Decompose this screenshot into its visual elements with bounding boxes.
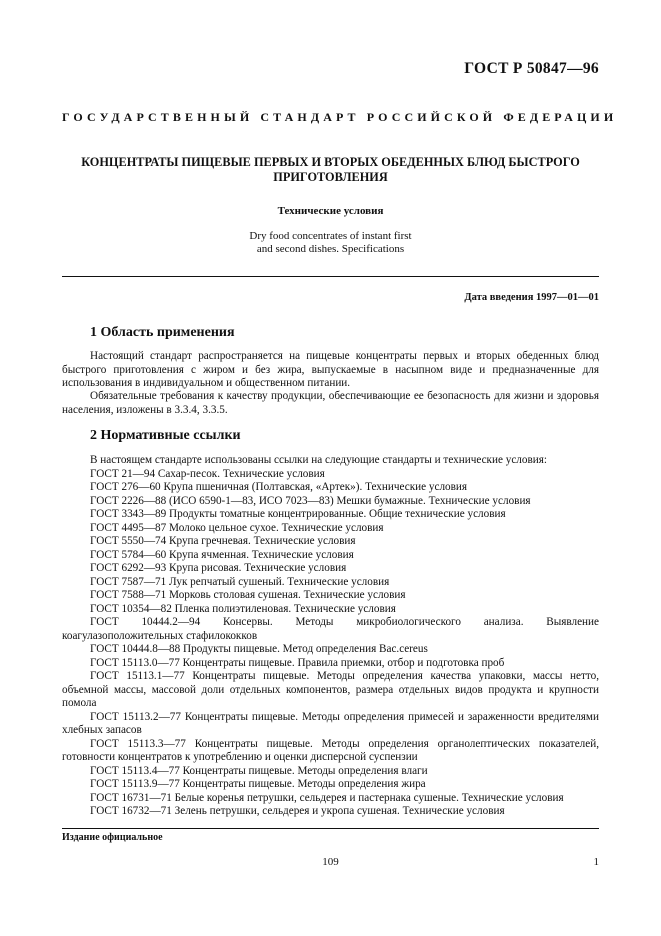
english-title-line: Dry food concentrates of instant first <box>249 230 412 242</box>
reference-item: ГОСТ 10354—82 Пленка полиэтиленовая. Технические условия <box>90 602 396 615</box>
edition-label: Издание официальное <box>62 832 163 843</box>
document-title: КОНЦЕНТРАТЫ ПИЩЕВЫЕ ПЕРВЫХ И ВТОРЫХ ОБЕДЕННЫХ БЛЮД БЫСТРОГО ПРИГОТОВЛЕНИЯ <box>81 155 580 184</box>
reference-intro: В настоящем стандарте использованы ссылки на следующие стандарты и технические условия: <box>90 454 547 466</box>
reference-item: ГОСТ 21—94 Сахар-песок. Технические условия <box>90 467 325 480</box>
document-subtitle: Технические условия <box>277 205 384 217</box>
section-heading-scope: 1 Область применения <box>90 325 235 340</box>
reference-item: ГОСТ 10444.2—94 Консервы. Методы микробиологического анализа. Выявление коагулазоположительных стафилококков <box>62 616 599 642</box>
section-heading-references: 2 Нормативные ссылки <box>90 428 241 443</box>
scope-paragraph: Обязательные требования к качеству продукции, обеспечивающие ее безопасность для жизни и здоровья населения, изложены в 3.3.4, 3.3.5. <box>62 390 599 416</box>
header-divider <box>62 276 599 277</box>
reference-item: ГОСТ 15113.3—77 Концентраты пищевые. Методы определения органолептических показателей, готовности концентратов к употреблению и оценки дисперсной суспензии <box>62 737 599 763</box>
scope-paragraph: Настоящий стандарт распространяется на пищевые концентраты первых и вторых обеденных блюд быстрого приготовления с жиром и без жира, выпускаемые в насыпном виде и предназначенные для использования в индивидуальном и общественном питании. <box>62 350 599 389</box>
reference-item: ГОСТ 7588—71 Морковь столовая сушеная. Технические условия <box>90 589 406 601</box>
reference-item: ГОСТ 15113.0—77 Концентраты пищевые. Правила приемки, отбор и подготовка проб <box>90 656 505 669</box>
english-title-line: and second dishes. Specifications <box>256 243 405 255</box>
introduction-date: Дата введения 1997—01—01 <box>464 292 599 303</box>
reference-item: ГОСТ 15113.2—77 Концентраты пищевые. Методы определения примесей и зараженности вредителями хлебных запасов <box>62 710 599 736</box>
reference-item: ГОСТ 16732—71 Зелень петрушки, сельдерея и укропа сушеная. Технические условия <box>90 805 505 817</box>
reference-item: ГОСТ 5784—60 Крупа ячменная. Технические условия <box>90 548 354 561</box>
state-standard-banner: ГОСУДАРСТВЕННЫЙ СТАНДАРТ РОССИЙСКОЙ ФЕДЕРАЦИИ <box>62 110 618 124</box>
english-title <box>62 230 599 256</box>
reference-item: ГОСТ 276—60 Крупа пшеничная (Полтавская, «Артек»). Технические условия <box>90 481 468 493</box>
reference-item: ГОСТ 6292—93 Крупа рисовая. Технические условия <box>90 562 347 574</box>
reference-item: ГОСТ 3343—89 Продукты томатные концентрированные. Общие технические условия <box>90 508 506 520</box>
reference-item: ГОСТ 2226—88 (ИСО 6590-1—83, ИСО 7023—83) Мешки бумажные. Технические условия <box>90 494 531 507</box>
sheet-number: 1 <box>593 856 599 868</box>
reference-item: ГОСТ 4495—87 Молоко цельное сухое. Технические условия <box>90 521 384 534</box>
gost-code: ГОСТ Р 50847—96 <box>464 60 599 77</box>
reference-item: ГОСТ 5550—74 Крупа гречневая. Технические условия <box>90 535 356 547</box>
reference-item: ГОСТ 15113.1—77 Концентраты пищевые. Методы определения качества упаковки, массы нетто, объемной массы, массовой доли отдельных компонентов, размера отдельных видов продукта и крупности помола <box>62 670 599 709</box>
reference-item: ГОСТ 7587—71 Лук репчатый сушеный. Технические условия <box>90 575 390 588</box>
footer-divider <box>62 828 599 829</box>
reference-list <box>62 454 599 819</box>
reference-item: ГОСТ 10444.8—88 Продукты пищевые. Метод определения Bac.cereus <box>90 643 428 655</box>
reference-item: ГОСТ 15113.9—77 Концентраты пищевые. Методы определения жира <box>90 778 426 790</box>
page-number: 109 <box>322 856 339 868</box>
reference-item: ГОСТ 16731—71 Белые коренья петрушки, сельдерея и пастернака сушеные. Технические условия <box>90 791 564 804</box>
reference-item: ГОСТ 15113.4—77 Концентраты пищевые. Методы определения влаги <box>90 764 428 777</box>
